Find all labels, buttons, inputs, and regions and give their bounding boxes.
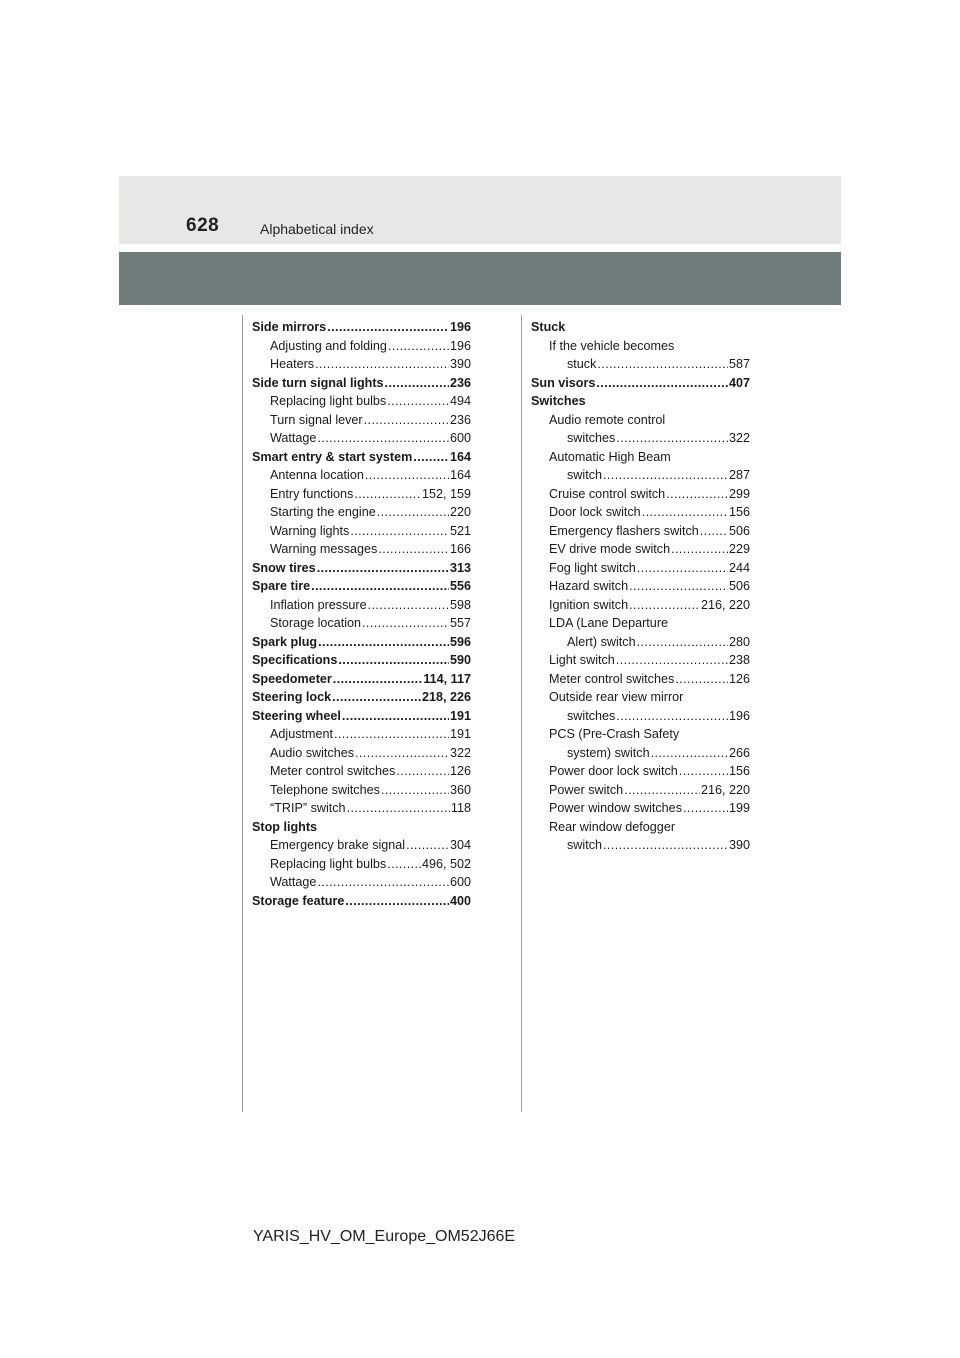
index-term: Smart entry & start system [252,449,413,464]
page-reference: 166 [449,542,471,556]
page-reference: 596 [449,634,471,649]
index-entry [252,355,471,374]
dot-leader [616,429,728,448]
index-term: PCS (Pre-Crash Safety [549,727,680,741]
page-reference: 587 [728,357,750,371]
dot-leader [700,522,728,541]
page-reference: 407 [728,375,750,390]
index-term: Wattage [270,431,317,445]
page-reference: 360 [449,782,471,797]
index-entry [252,670,471,689]
index-entry [531,614,750,633]
index-term: Speedometer [252,671,332,686]
page-reference: 521 [449,523,471,538]
index-entry [531,522,750,541]
index-entry [531,744,750,763]
index-term: stuck [567,357,597,371]
dot-leader [624,781,700,800]
dot-leader [387,855,421,874]
index-entry [252,781,471,800]
index-term: system) switch [567,745,650,760]
index-entry [252,688,471,707]
index-term: Cruise control switch [549,486,666,501]
index-term: EV drive mode switch [549,542,671,556]
dot-leader [413,448,449,467]
page-reference: 236 [449,412,471,427]
dot-leader [333,670,423,689]
dot-leader [629,596,700,615]
page-reference: 126 [728,671,750,686]
dot-leader [616,651,728,670]
index-entry [252,744,471,763]
index-entry [252,485,471,504]
index-entry [252,540,471,559]
index-entry [531,651,750,670]
page-reference: 280 [728,634,750,649]
dot-leader [666,485,728,504]
dot-leader [596,374,728,393]
dot-leader [675,670,728,689]
page-reference: 299 [728,486,750,501]
index-term: Alert) switch [567,634,636,649]
page-reference: 216, 220 [700,597,750,612]
index-entry [531,429,750,448]
index-term: Meter control switches [270,764,396,778]
index-term: LDA (Lane Departure [549,616,669,630]
page-reference: 600 [449,431,471,445]
index-term: Specifications [252,653,338,667]
index-term: Audio remote control [549,412,666,427]
index-entry [531,466,750,485]
index-entry [531,725,750,744]
dot-leader [364,411,449,430]
index-term: switch [567,468,602,482]
dot-leader [406,836,449,855]
index-term: Storage location [270,616,362,630]
page-reference: 216, 220 [700,782,750,797]
page-reference: 199 [728,801,750,815]
index-entry [531,707,750,726]
index-term: Emergency flashers switch [549,523,699,538]
index-entry [252,448,471,467]
index-term: Hazard switch [549,579,629,593]
page-reference: 322 [449,745,471,760]
index-term: Audio switches [270,745,354,760]
page-reference: 191 [449,708,471,723]
index-term: Power switch [549,782,624,797]
index-term: Inflation pressure [270,597,367,612]
dot-leader [317,559,449,578]
dot-leader [603,836,728,855]
index-entry [531,337,750,356]
index-entry [531,799,750,818]
index-entry [531,762,750,781]
index-term: Side turn signal lights [252,375,384,390]
page-reference: 229 [728,542,750,556]
index-term: Switches [531,394,586,408]
index-entry [252,596,471,615]
index-entry [252,411,471,430]
index-term: Snow tires [252,560,316,575]
index-term: Spark plug [252,634,318,649]
dot-leader [317,429,449,448]
page-reference: 304 [449,838,471,852]
index-term: “TRIP” switch [270,801,346,815]
dot-leader [355,744,449,763]
middle-column-rule [521,315,522,1112]
dot-leader [385,374,449,393]
page-reference: 400 [449,893,471,908]
index-column-right [531,318,750,855]
dot-leader [671,540,728,559]
index-term: Adjustment [270,727,333,741]
section-title: Alphabetical index [260,221,374,237]
index-entry [531,781,750,800]
dot-leader [597,355,728,374]
index-term: Ignition switch [549,597,629,612]
page-reference: 218, 226 [421,690,471,704]
dot-leader [315,355,449,374]
dot-leader [354,485,421,504]
header-bar [119,176,841,244]
index-entry [531,540,750,559]
index-entry [252,725,471,744]
index-entry [252,836,471,855]
page-reference: 390 [728,838,750,852]
page-reference: 196 [449,338,471,353]
page-reference: 196 [728,708,750,723]
index-term: Power door lock switch [549,764,678,778]
dot-leader [338,651,449,670]
page-reference: 164 [449,468,471,482]
header-band [119,252,841,305]
page-reference: 598 [449,597,471,612]
page-reference: 313 [449,560,471,575]
index-column-left [252,318,471,910]
index-term: Power window switches [549,801,682,815]
dot-leader [332,688,421,707]
left-column-rule [242,315,243,1112]
index-entry [531,485,750,504]
index-term: Entry functions [270,486,354,501]
index-term: If the vehicle becomes [549,338,675,353]
index-term: Stop lights [252,819,318,834]
dot-leader [603,466,728,485]
page-reference: 156 [728,505,750,519]
dot-leader [388,337,449,356]
index-entry [531,411,750,430]
index-term: Starting the engine [270,505,376,519]
dot-leader [396,762,449,781]
index-entry [252,318,471,337]
page-reference: 156 [728,764,750,778]
index-entry [531,559,750,578]
page-reference: 390 [449,357,471,371]
index-term: Side mirrors [252,320,327,334]
dot-leader [679,762,728,781]
index-term: Fog light switch [549,560,636,575]
dot-leader [683,799,728,818]
index-term: Stuck [531,320,566,334]
index-entry [531,688,750,707]
index-entry [252,873,471,892]
index-entry [252,855,471,874]
index-term: Replacing light bulbs [270,856,387,871]
index-entry [252,466,471,485]
page-reference: 556 [449,579,471,593]
page-reference: 496, 502 [421,856,471,871]
dot-leader [350,522,449,541]
index-entry [252,503,471,522]
index-entry [531,596,750,615]
index-term: Automatic High Beam [549,449,671,464]
page-reference: 266 [728,745,750,760]
index-term: Rear window defogger [549,819,676,834]
index-entry [531,374,750,393]
index-entry [531,670,750,689]
dot-leader [334,725,449,744]
page-reference: 236 [449,375,471,390]
index-entry [531,448,750,467]
page-reference: 557 [449,616,471,630]
dot-leader [327,318,449,337]
page-reference: 494 [449,394,471,408]
dot-leader [629,577,728,596]
page-reference: 244 [728,560,750,575]
index-entry [252,651,471,670]
dot-leader [362,614,449,633]
index-term: Telephone switches [270,782,380,797]
index-entry [531,503,750,522]
index-term: switch [567,838,602,852]
index-entry [252,577,471,596]
index-term: Meter control switches [549,671,675,686]
index-term: Warning lights [270,523,350,538]
index-term: Sun visors [531,375,596,390]
index-term: switches [567,708,616,723]
index-entry [252,429,471,448]
page-reference: 238 [728,653,750,667]
dot-leader [377,503,449,522]
index-term: Light switch [549,653,615,667]
index-entry [531,355,750,374]
index-entry [252,633,471,652]
dot-leader [345,892,449,911]
index-term: Heaters [270,357,315,371]
index-term: Turn signal lever [270,412,363,427]
index-entry [531,836,750,855]
page-reference: 118 [450,801,471,815]
index-term: Replacing light bulbs [270,394,387,408]
page-reference: 164 [449,449,471,464]
index-term: Outside rear view mirror [549,690,684,704]
dot-leader [317,873,449,892]
index-term: Antenna location [270,468,364,482]
index-entry [252,762,471,781]
page-reference: 152, 159 [421,486,471,501]
index-term: switches [567,431,616,445]
page-reference: 287 [728,468,750,482]
page-number: 628 [186,215,220,236]
index-entry [531,318,750,337]
page-reference: 506 [728,579,750,593]
dot-leader [616,707,728,726]
index-entry [531,633,750,652]
index-term: Warning messages [270,542,378,556]
dot-leader [651,744,728,763]
index-entry [252,892,471,911]
index-term: Door lock switch [549,505,641,519]
document-code: YARIS_HV_OM_Europe_OM52J66E [253,1228,516,1245]
page-reference: 506 [728,523,750,538]
index-term: Emergency brake signal [270,838,406,852]
dot-leader [642,503,728,522]
index-entry [252,614,471,633]
dot-leader [378,540,449,559]
index-entry [531,392,750,411]
index-entry [252,337,471,356]
dot-leader [311,577,449,596]
dot-leader [387,392,449,411]
index-entry [252,374,471,393]
index-entry [252,799,471,818]
index-entry [252,392,471,411]
page-reference: 191 [449,727,471,741]
index-term: Adjusting and folding [270,338,387,353]
page-reference: 126 [449,764,471,778]
dot-leader [637,559,728,578]
index-entry [531,818,750,837]
page-reference: 196 [449,320,471,334]
index-term: Storage feature [252,893,345,908]
dot-leader [368,596,449,615]
page-reference: 220 [449,505,471,519]
index-term: Steering lock [252,690,332,704]
dot-leader [347,799,450,818]
dot-leader [381,781,449,800]
dot-leader [318,633,449,652]
page-reference: 114, 117 [423,671,471,686]
page-reference: 600 [449,875,471,889]
index-entry [252,707,471,726]
index-entry [252,818,471,837]
index-term: Spare tire [252,579,311,593]
index-term: Wattage [270,875,317,889]
index-entry [531,577,750,596]
page-reference: 322 [728,431,750,445]
index-term: Steering wheel [252,708,341,723]
dot-leader [637,633,728,652]
dot-leader [342,707,449,726]
index-entry [252,522,471,541]
page-reference: 590 [449,653,471,667]
dot-leader [365,466,449,485]
index-entry [252,559,471,578]
